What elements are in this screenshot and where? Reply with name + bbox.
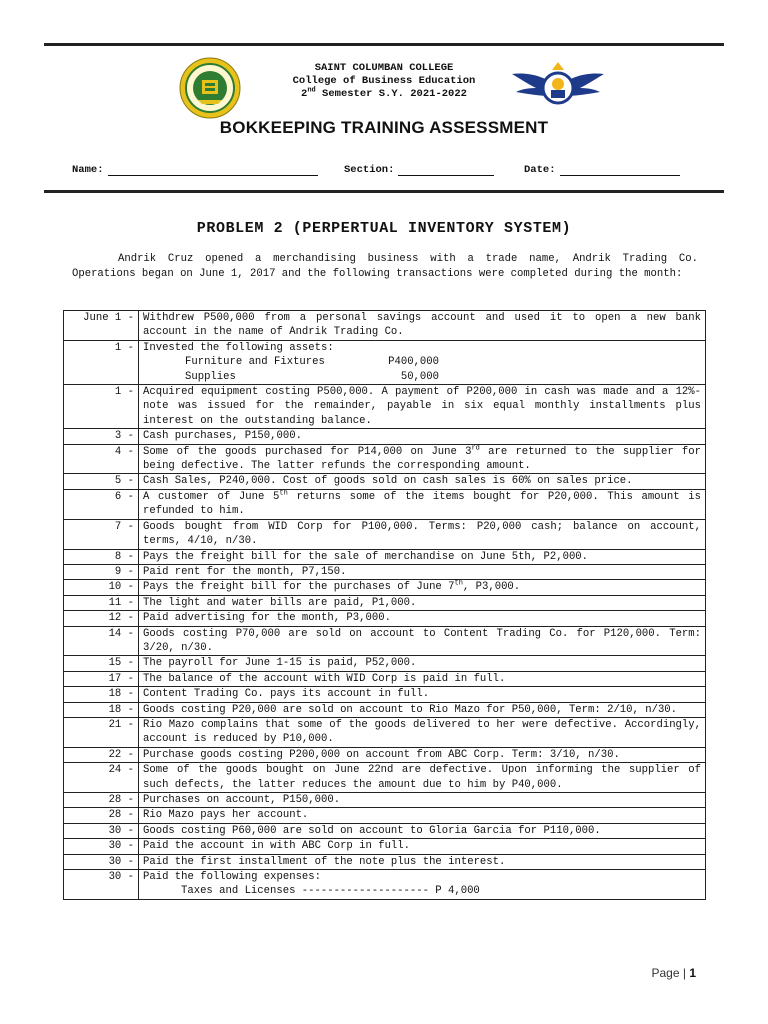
transaction-text: The balance of the account with WID Corp is paid in full.: [143, 672, 506, 685]
asset-item: [143, 355, 701, 369]
transaction-date: 30 -: [64, 870, 139, 900]
table-row: [64, 549, 706, 564]
transaction-date: 30 -: [64, 854, 139, 869]
transaction-date: 30 -: [64, 839, 139, 854]
transaction-text: Rio Mazo pays her account.: [143, 809, 309, 822]
transaction-text-continued: returns some of the items bought for P20,000. This amount is refunded to him.: [143, 490, 701, 518]
table-row: [64, 763, 706, 793]
transaction-date: 11 -: [64, 595, 139, 610]
transaction-text: Paid rent for the month, P7,150.: [143, 565, 347, 578]
transaction-description: [139, 747, 706, 762]
transaction-date: 18 -: [64, 687, 139, 702]
name-label: Name:: [72, 164, 104, 176]
transaction-description: [139, 870, 706, 900]
transaction-text: Some of the goods bought on June 22nd are defective. Upon informing the supplier of such defects, the latter reduces the amount due to him by P40,000.: [143, 764, 701, 791]
transaction-date: 30 -: [64, 823, 139, 838]
table-row: [64, 474, 706, 489]
page-title: BOKKEEPING TRAINING ASSESSMENT: [219, 118, 549, 137]
transaction-text: Paid the following expenses:: [143, 871, 322, 884]
page-label: Page |: [651, 966, 686, 980]
transaction-text: Some of the goods purchased for P14,000 on June 3: [143, 445, 472, 458]
transaction-date: 5 -: [64, 474, 139, 489]
transaction-description: [139, 823, 706, 838]
table-row: [64, 580, 706, 595]
transaction-date: 7 -: [64, 519, 139, 549]
transaction-text: The light and water bills are paid, P1,000.: [143, 596, 417, 609]
asset-value: 50,000: [400, 370, 439, 383]
table-row: [64, 823, 706, 838]
table-row: [64, 311, 706, 341]
table-row: [64, 717, 706, 747]
transaction-date: 1 -: [64, 340, 139, 384]
semester-line: [240, 88, 528, 101]
transaction-text: Paid the account in with ABC Corp in full.: [143, 840, 411, 853]
table-row: [64, 839, 706, 854]
ordinal-suffix: rd: [471, 444, 480, 453]
table-row: [64, 747, 706, 762]
transaction-date: 28 -: [64, 793, 139, 808]
transaction-description: [139, 474, 706, 489]
name-blank[interactable]: [108, 164, 318, 176]
transaction-text: Pays the freight bill for the sale of merchandise on June 5th, P2,000.: [143, 550, 589, 563]
college-name: College of Business Education: [292, 75, 476, 87]
transaction-date: June 1 -: [64, 311, 139, 341]
transaction-text: Goods costing P20,000 are sold on account to Rio Mazo for P50,000, Term: 2/10, n/30.: [143, 703, 678, 716]
transaction-description: [139, 549, 706, 564]
transaction-description: [139, 580, 706, 595]
transaction-date: 28 -: [64, 808, 139, 823]
transaction-description: [139, 656, 706, 671]
transaction-description: [139, 717, 706, 747]
transaction-date: 4 -: [64, 444, 139, 474]
school-header: [240, 62, 528, 101]
transaction-description: [139, 429, 706, 444]
table-row: [64, 385, 706, 429]
transaction-date: 21 -: [64, 717, 139, 747]
transaction-text: Purchases on account, P150,000.: [143, 794, 341, 806]
table-row: [64, 656, 706, 671]
transaction-date: 14 -: [64, 626, 139, 656]
transaction-date: 15 -: [64, 656, 139, 671]
transaction-text: Content Trading Co. pays its account in full.: [143, 688, 430, 701]
college-seal-logo: [178, 56, 242, 120]
page-footer: [651, 966, 696, 980]
transaction-description: [139, 671, 706, 686]
section-field[interactable]: [344, 164, 494, 176]
transaction-date: 17 -: [64, 671, 139, 686]
semester-suffix: nd: [307, 86, 316, 95]
transaction-date: 10 -: [64, 580, 139, 595]
date-field[interactable]: [524, 164, 680, 176]
table-row: [64, 687, 706, 702]
school-name: SAINT COLUMBAN COLLEGE: [314, 62, 454, 74]
transaction-text: Goods costing P70,000 are sold on account to Content Trading Co. for P120,000. Term: 3/20, n/30.: [143, 627, 701, 654]
table-row: [64, 870, 706, 900]
table-row: [64, 854, 706, 869]
transaction-description: [139, 839, 706, 854]
transaction-text: Paid advertising for the month, P3,000.: [143, 612, 391, 625]
transaction-description: [139, 340, 706, 384]
table-row: [64, 671, 706, 686]
asset-item: [143, 370, 701, 384]
transaction-description: [139, 687, 706, 702]
transaction-text: Cash Sales, P240,000. Cost of goods sold on cash sales is 60% on sales price.: [143, 475, 633, 488]
table-row: [64, 611, 706, 626]
section-blank[interactable]: [398, 164, 494, 176]
transaction-date: 1 -: [64, 385, 139, 429]
transaction-text: Rio Mazo complains that some of the goods delivered to her were defective. Accordingly, account is reduced by P10,000.: [143, 718, 701, 746]
table-row: [64, 429, 706, 444]
top-rule: [44, 43, 724, 46]
asset-value: P400,000: [388, 356, 439, 369]
bottom-rule: [44, 190, 724, 193]
transaction-description: [139, 489, 706, 519]
table-row: [64, 702, 706, 717]
transaction-description: [139, 519, 706, 549]
transaction-date: 12 -: [64, 611, 139, 626]
transaction-text-continued: , P3,000.: [462, 581, 521, 594]
asset-name: Supplies: [185, 370, 236, 383]
transaction-description: [139, 611, 706, 626]
transaction-description: [139, 626, 706, 656]
transaction-description: [139, 763, 706, 793]
transaction-date: 9 -: [64, 564, 139, 579]
transaction-text: Purchase goods costing P200,000 on account from ABC Corp. Term: 3/10, n/30.: [143, 748, 620, 761]
transaction-text: Goods costing P60,000 are sold on account to Gloria Garcia for P110,000.: [143, 824, 601, 837]
transaction-date: 22 -: [64, 747, 139, 762]
transaction-description: [139, 793, 706, 808]
transaction-date: 8 -: [64, 549, 139, 564]
expense-item: Taxes and Licenses -------------------- P 4,000: [181, 885, 480, 898]
transaction-description: [139, 311, 706, 341]
semester-number: 2: [301, 88, 308, 100]
transaction-text: Cash purchases, P150,000.: [143, 430, 302, 443]
transaction-date: 24 -: [64, 763, 139, 793]
transactions-table: [63, 310, 706, 900]
section-label: Section:: [344, 164, 395, 176]
ordinal-suffix: th: [279, 489, 288, 498]
problem-title: PROBLEM 2 (PERPERTUAL INVENTORY SYSTEM): [196, 220, 572, 237]
name-field[interactable]: [72, 164, 318, 176]
ordinal-suffix: th: [454, 579, 463, 588]
table-row: [64, 489, 706, 519]
date-label: Date:: [524, 164, 556, 176]
transaction-text-continued: are returned to the supplier for being defective. The latter refunds the corresponding amount.: [143, 445, 701, 473]
problem-intro: Andrik Cruz opened a merchandising business with a trade name, Andrik Trading Co. Operations began on June 1, 2017 and the following transactions were completed during the month:: [72, 253, 698, 280]
transaction-text: Paid the first installment of the note plus the interest.: [143, 855, 506, 868]
table-row: [64, 626, 706, 656]
transaction-text: A customer of June 5: [143, 490, 280, 503]
table-row: [64, 808, 706, 823]
transaction-description: [139, 595, 706, 610]
table-row: [64, 793, 706, 808]
page-number: 1: [689, 966, 696, 980]
transaction-description: [139, 808, 706, 823]
transaction-date: 6 -: [64, 489, 139, 519]
table-row: [64, 564, 706, 579]
transaction-text: Invested the following assets:: [143, 341, 334, 354]
asset-name: Furniture and Fixtures: [185, 356, 325, 369]
transaction-description: [139, 564, 706, 579]
transaction-description: [139, 854, 706, 869]
transaction-date: 18 -: [64, 702, 139, 717]
table-row: [64, 340, 706, 384]
transaction-description: [139, 385, 706, 429]
semester-year: Semester S.Y. 2021-2022: [315, 88, 467, 100]
table-row: [64, 595, 706, 610]
transaction-text: The payroll for June 1-15 is paid, P52,000.: [143, 657, 417, 670]
transaction-description: [139, 444, 706, 474]
date-blank[interactable]: [560, 164, 680, 176]
table-row: [64, 444, 706, 474]
transaction-text: Goods bought from WID Corp for P100,000. Terms: P20,000 cash; balance on account, terms, 4/10, n/30.: [143, 520, 701, 548]
table-row: [64, 519, 706, 549]
transaction-text: Pays the freight bill for the purchases of June 7: [143, 581, 455, 594]
transaction-text: Acquired equipment costing P500,000. A payment of P200,000 in cash was made and a 12%-note was issued for the remainder, payable in six equal monthly installments plus interest on the outstanding balance.: [143, 386, 701, 427]
transaction-date: 3 -: [64, 429, 139, 444]
transaction-description: [139, 702, 706, 717]
transactions-body: [64, 311, 706, 900]
transaction-text: Withdrew P500,000 from a personal savings account and used it to open a new bank account in the name of Andrik Trading Co.: [143, 312, 701, 339]
